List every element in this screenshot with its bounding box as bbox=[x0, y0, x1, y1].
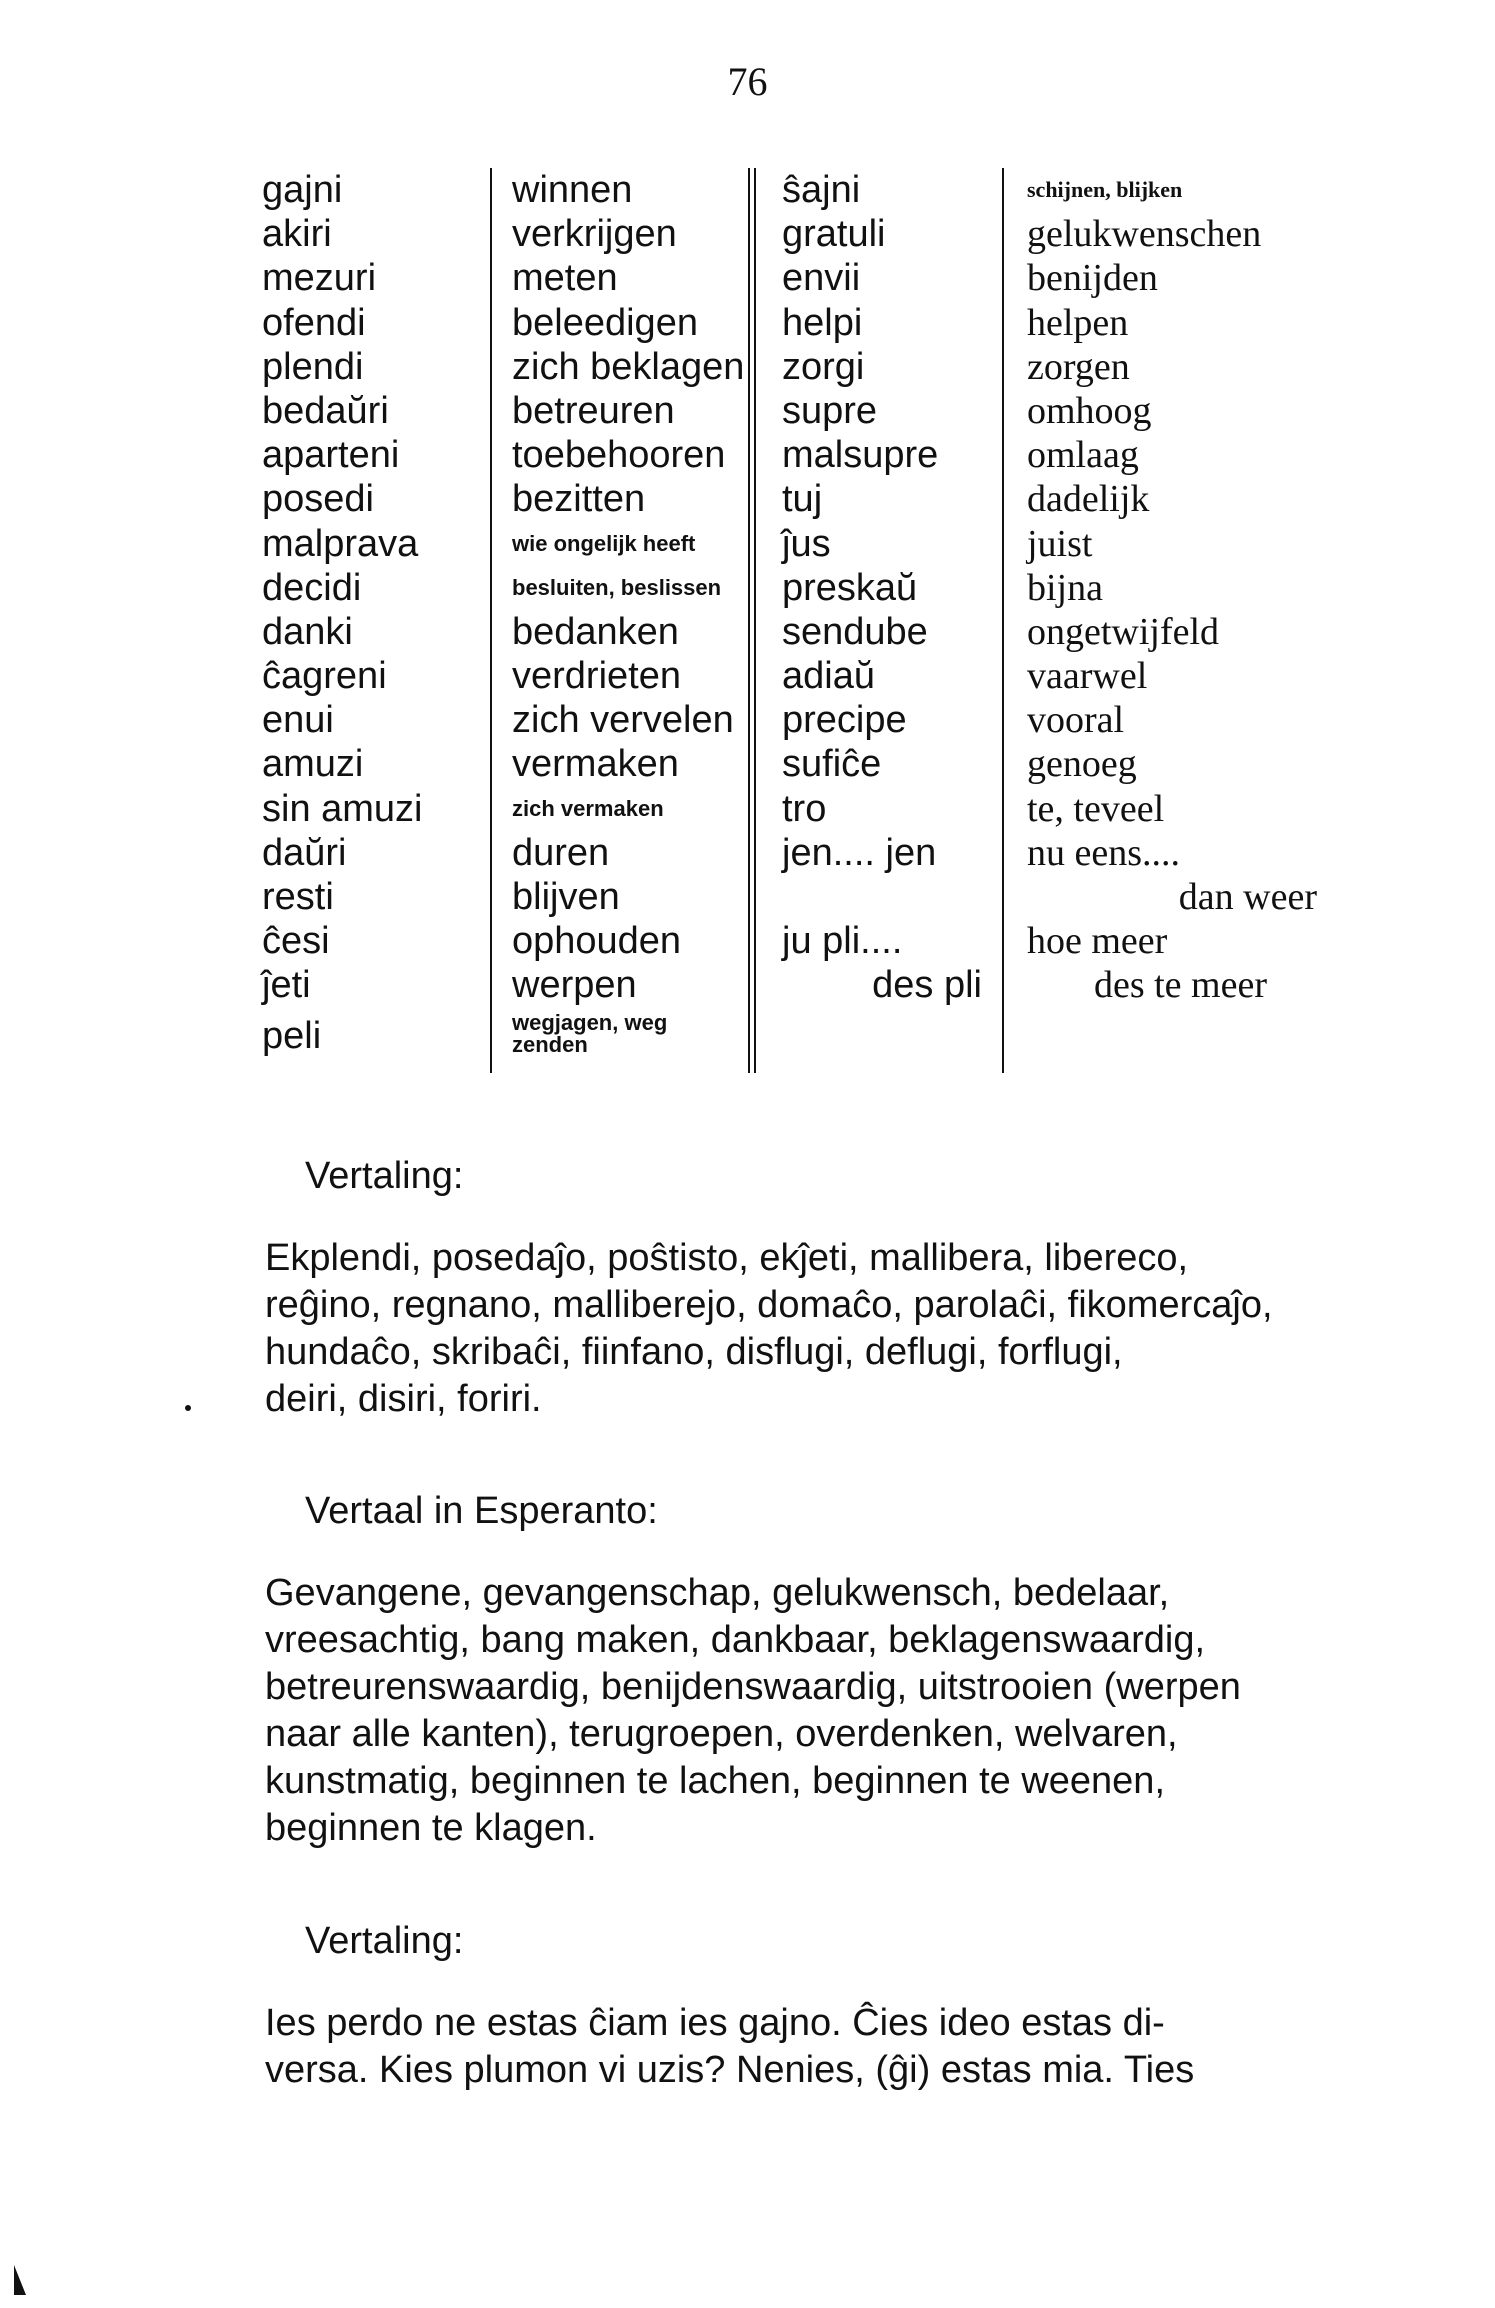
vocab-term: akiri bbox=[262, 213, 332, 256]
vocab-translation: vaarwel bbox=[1027, 655, 1148, 698]
text-line: reĝino, regnano, malliberejo, domaĉo, parolaĉi, fikomercaĵo, bbox=[265, 1284, 1273, 1326]
exercise-text-2 bbox=[265, 1570, 1325, 1852]
section-heading-vertaling-2: Vertaling: bbox=[305, 1920, 464, 1962]
vocab-translation: vooral bbox=[1027, 699, 1125, 742]
vocab-column-esperanto-1 bbox=[262, 168, 482, 1058]
exercise-text-1 bbox=[265, 1235, 1325, 1423]
vocab-term: enui bbox=[262, 699, 334, 742]
vocab-translation: verdrieten bbox=[512, 655, 681, 698]
text-line: deiri, disiri, foriri. bbox=[265, 1378, 542, 1420]
vocab-term: zorgi bbox=[782, 345, 865, 388]
text-line: beginnen te klagen. bbox=[265, 1807, 597, 1849]
vocab-translation: werpen bbox=[512, 964, 637, 1007]
vocab-term: ĉesi bbox=[262, 920, 330, 963]
vocab-translation: zich vermaken bbox=[512, 795, 664, 821]
text-line: naar alle kanten), terugroepen, overdenken, welvaren, bbox=[265, 1713, 1178, 1755]
vocab-translation: helpen bbox=[1027, 301, 1129, 344]
vocab-translation: toebehooren bbox=[512, 434, 726, 477]
vocab-term: preskaŭ bbox=[782, 566, 918, 609]
scan-corner-mark bbox=[14, 2265, 26, 2295]
text-line: betreurenswaardig, benijdenswaardig, uitstrooien (werpen bbox=[265, 1666, 1241, 1708]
vocab-term: precipe bbox=[782, 699, 907, 742]
vocab-term: decidi bbox=[262, 566, 362, 609]
vocab-term: ĉagreni bbox=[262, 655, 387, 698]
vocab-term: helpi bbox=[782, 301, 863, 344]
vocab-translation: blijven bbox=[512, 876, 620, 918]
vocab-term: jen.... jen bbox=[782, 831, 937, 874]
vocab-translation: bedanken bbox=[512, 610, 679, 653]
exercise-text-3 bbox=[265, 2000, 1325, 2094]
vocab-term: ju pli.... bbox=[782, 920, 903, 963]
vocab-term: sin amuzi bbox=[262, 787, 423, 830]
vocab-translation: des te meer bbox=[1093, 964, 1267, 1007]
text-line: hundaĉo, skribaĉi, fiinfano, disflugi, deflugi, forflugi, bbox=[265, 1331, 1123, 1373]
vocab-term: tuj bbox=[782, 478, 823, 521]
vocab-term: daŭri bbox=[262, 831, 347, 874]
vocab-term: tro bbox=[782, 787, 827, 830]
vocab-translation: wie ongelijk heeft bbox=[512, 530, 696, 556]
vocab-translation: hoe meer bbox=[1027, 920, 1168, 963]
vocab-translation: vermaken bbox=[512, 743, 679, 786]
vocab-translation: duren bbox=[512, 831, 610, 874]
vocab-term: des pli bbox=[872, 964, 982, 1007]
section-heading-vertaal: Vertaal in Esperanto: bbox=[305, 1490, 658, 1532]
column-divider bbox=[748, 168, 750, 1073]
vocabulary-table bbox=[262, 168, 1322, 1078]
vocab-term: sendube bbox=[782, 610, 928, 653]
column-divider bbox=[1002, 168, 1004, 1073]
vocab-translation: zich vervelen bbox=[512, 699, 734, 742]
vocab-term: malprava bbox=[262, 522, 419, 565]
text-line: Ies perdo ne estas ĉiam ies gajno. Ĉies ideo estas di- bbox=[265, 2002, 1165, 2044]
vocab-term: plendi bbox=[262, 345, 364, 388]
vocab-term bbox=[782, 875, 992, 919]
vocab-translation: zorgen bbox=[1027, 345, 1130, 388]
vocab-term: mezuri bbox=[262, 257, 377, 300]
vocab-translation: omhoog bbox=[1027, 389, 1152, 432]
text-line: kunstmatig, beginnen te lachen, beginnen te weenen, bbox=[265, 1760, 1165, 1802]
vocab-translation: ongetwijfeld bbox=[1027, 610, 1220, 653]
vocab-translation: omlaag bbox=[1027, 434, 1139, 477]
text-line: versa. Kies plumon vi uzis? Nenies, (ĝi) estas mia. Ties bbox=[265, 2049, 1195, 2091]
vocab-translation: dan weer bbox=[1178, 876, 1317, 918]
vocab-translation: schijnen, blijken bbox=[1027, 177, 1183, 202]
vocab-translation: te, teveel bbox=[1027, 787, 1165, 830]
text-line: Ekplendi, posedaĵo, poŝtisto, ekĵeti, mallibera, libereco, bbox=[265, 1237, 1189, 1279]
vocab-term: ŝajni bbox=[782, 169, 861, 211]
column-divider bbox=[490, 168, 492, 1073]
text-line: Gevangene, gevangenschap, gelukwensch, bedelaar, bbox=[265, 1572, 1170, 1614]
vocab-term: adiaŭ bbox=[782, 655, 875, 698]
vocab-column-dutch-1 bbox=[512, 168, 762, 1056]
page-number: 76 bbox=[727, 59, 768, 104]
vocab-term: sufiĉe bbox=[782, 743, 882, 786]
vocab-term: aparteni bbox=[262, 434, 400, 477]
vocab-translation: beleedigen bbox=[512, 301, 698, 344]
vocab-term: gajni bbox=[262, 169, 343, 211]
vocab-translation: verkrijgen bbox=[512, 213, 677, 256]
vocab-translation: benijden bbox=[1027, 257, 1158, 300]
vocab-translation: wegjagen, weg zenden bbox=[512, 1009, 668, 1057]
vocab-term: malsupre bbox=[782, 434, 939, 477]
vocab-translation: zich beklagen bbox=[512, 345, 745, 388]
vocab-column-esperanto-2 bbox=[782, 168, 992, 1008]
vocab-term: ĵus bbox=[782, 522, 831, 565]
column-divider bbox=[754, 168, 756, 1073]
section-heading-vertaling-1: Vertaling: bbox=[305, 1155, 464, 1197]
vocab-term: ĵeti bbox=[262, 964, 311, 1007]
vocab-translation: meten bbox=[512, 257, 618, 300]
vocab-term: peli bbox=[262, 1014, 322, 1057]
vocab-column-dutch-2 bbox=[1027, 168, 1327, 1008]
vocab-translation: dadelijk bbox=[1027, 478, 1150, 521]
vocab-translation: bezitten bbox=[512, 478, 646, 521]
stray-mark bbox=[185, 1405, 191, 1411]
vocab-translation: betreuren bbox=[512, 389, 675, 432]
vocab-term: ofendi bbox=[262, 301, 366, 344]
vocab-term: bedaŭri bbox=[262, 389, 389, 432]
vocab-term: supre bbox=[782, 389, 878, 432]
vocab-translation: gelukwenschen bbox=[1027, 213, 1262, 256]
vocab-translation: juist bbox=[1027, 522, 1093, 565]
vocab-translation: bijna bbox=[1027, 566, 1103, 609]
vocab-term: envii bbox=[782, 257, 861, 300]
vocab-translation: nu eens.... bbox=[1027, 831, 1181, 874]
text-line: vreesachtig, bang maken, dankbaar, beklagenswaardig, bbox=[265, 1619, 1206, 1661]
vocab-term: gratuli bbox=[782, 213, 886, 256]
vocab-translation: winnen bbox=[512, 169, 633, 211]
vocab-term: resti bbox=[262, 876, 334, 918]
vocab-translation: ophouden bbox=[512, 920, 682, 963]
vocab-term: danki bbox=[262, 610, 353, 653]
vocab-translation: besluiten, beslissen bbox=[512, 574, 722, 600]
vocab-term: amuzi bbox=[262, 743, 364, 786]
vocab-term: posedi bbox=[262, 478, 374, 521]
vocab-translation: genoeg bbox=[1027, 743, 1137, 786]
